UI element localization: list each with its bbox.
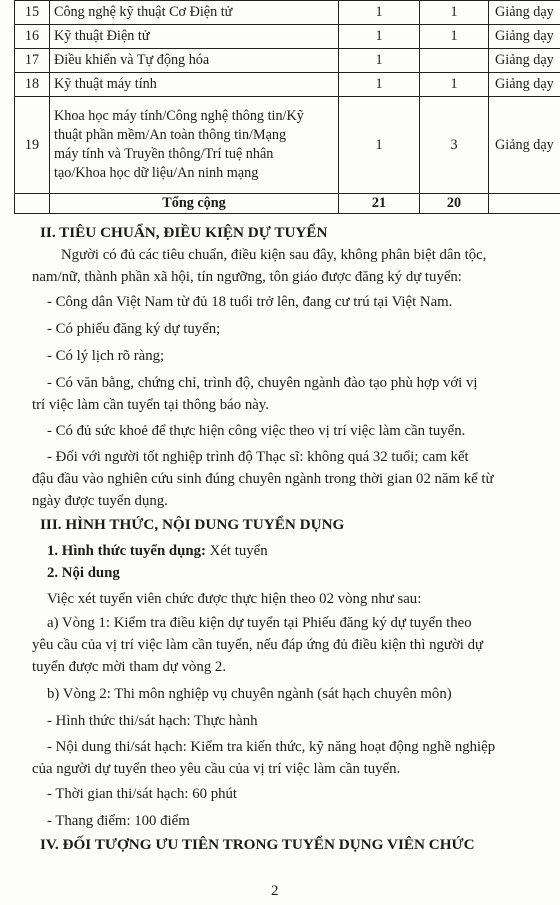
section-2-intro-line: Người có đủ các tiêu chuẩn, điều kiện sau đây, không phân biệt dân tộc, [61,247,487,263]
major-name [50,97,339,194]
criteria-item: - Có văn bằng, chứng chỉ, trình độ, chuyên ngành đào tạo phù hợp với vị [47,375,478,391]
major-name: Công nghệ kỹ thuật Cơ Điện tử [50,1,339,25]
criteria-item: - Công dân Việt Nam từ đủ 18 tuổi trở lên, đang cư trú tại Việt Nam. [47,294,453,310]
degree-count: 1 [420,25,489,49]
section-2-intro-line: nam/nữ, thành phần xã hội, tín ngưỡng, tôn giáo được đăng ký dự tuyển: [32,269,462,285]
recruit-form-value: Xét tuyển [205,543,268,559]
content-intro: Việc xét tuyển viên chức được thực hiện theo 02 vòng như sau: [47,591,422,607]
table-row [15,97,560,194]
table-row [15,25,560,49]
content-subheading: 2. Nội dung [47,565,120,581]
quota-count: 1 [339,97,420,194]
quota-count: 1 [339,49,420,73]
recruit-form-label: 1. Hình thức tuyển dụng: [47,543,206,559]
total-note [489,194,560,214]
section-3-heading: III. HÌNH THỨC, NỘI DUNG TUYỂN DỤNG [40,516,345,533]
major-name: Kỹ thuật máy tính [50,73,339,97]
exam-content-line: của người dự tuyển theo yêu cầu của vị trí việc làm cần tuyển. [32,761,401,777]
exam-time: - Thời gian thi/sát hạch: 60 phút [47,786,238,802]
exam-scale: - Thang điểm: 100 điểm [47,813,190,829]
total-spacer [15,194,50,214]
page-number: 2 [271,883,279,899]
row-number: 19 [15,97,50,194]
degree-count: 3 [420,97,489,194]
section-2-heading: II. TIÊU CHUẨN, ĐIỀU KIỆN DỰ TUYỂN [40,224,328,241]
job-note: Giảng dạy [489,1,560,25]
major-name-line: thuật phần mềm/An toàn thông tin/Mạng [54,127,287,143]
major-name-line: máy tính và Truyền thông/Trí tuệ nhân [54,146,274,162]
major-name: Điều khiển và Tự động hóa [50,49,339,73]
job-note: Giảng dạy [489,73,560,97]
degree-count: 1 [420,73,489,97]
job-note: Giảng dạy [489,97,560,194]
criteria-item-cont: ngày được tuyển dụng. [32,493,168,509]
major-name: Kỹ thuật Điện tử [50,25,339,49]
table-row [15,73,560,97]
table-row [15,49,560,73]
round-1-line: a) Vòng 1: Kiểm tra điều kiện dự tuyển tại Phiếu đăng ký dự tuyển theo [47,615,472,631]
round-1-line: yêu cầu của vị trí việc làm cần tuyển, nếu đáp ứng đủ điều kiện thì người dự [32,637,484,653]
criteria-item-cont: trí việc làm cần tuyển tại thông báo này. [32,397,269,413]
row-number: 17 [15,49,50,73]
quota-count: 1 [339,73,420,97]
criteria-item: - Có đủ sức khoẻ để thực hiện công việc theo vị trí việc làm cần tuyển. [47,423,466,439]
criteria-item: - Có phiếu đăng ký dự tuyển; [47,321,221,337]
total-quota: 21 [339,194,420,214]
positions-table [14,0,560,214]
major-name-line: Khoa học máy tính/Công nghệ thông tin/Kỹ [54,108,304,124]
quota-count: 1 [339,1,420,25]
criteria-item: - Đối với người tốt nghiệp trình độ Thạc sĩ: không quá 32 tuổi; cam kết [47,449,469,465]
total-degree: 20 [420,194,489,214]
criteria-item-cont: đậu đầu vào nghiên cứu sinh đúng chuyên ngành trong thời gian 02 năm kể từ [32,471,494,487]
degree-count: 1 [420,1,489,25]
row-number: 15 [15,1,50,25]
job-note: Giảng dạy [489,49,560,73]
total-label: Tổng cộng [50,194,339,214]
recruit-form-line [47,540,268,562]
round-1-line: tuyển được mời tham dự vòng 2. [32,659,227,675]
quota-count: 1 [339,25,420,49]
exam-content-line: - Nội dung thi/sát hạch: Kiểm tra kiến thức, kỹ năng hoạt động nghề nghiệp [47,739,496,755]
job-note: Giảng dạy [489,25,560,49]
degree-count [420,49,489,73]
round-2-line: b) Vòng 2: Thi môn nghiệp vụ chuyên ngành (sát hạch chuyên môn) [47,686,452,702]
section-4-heading: IV. ĐỐI TƯỢNG ƯU TIÊN TRONG TUYỂN DỤNG VIÊN CHỨC [40,836,475,853]
row-number: 18 [15,73,50,97]
major-name-line: tạo/Khoa học dữ liệu/An ninh mạng [54,165,259,181]
table-row [15,1,560,25]
row-number: 16 [15,25,50,49]
criteria-item: - Có lý lịch rõ ràng; [47,348,165,364]
exam-form: - Hình thức thi/sát hạch: Thực hành [47,713,258,729]
total-row [15,194,560,214]
